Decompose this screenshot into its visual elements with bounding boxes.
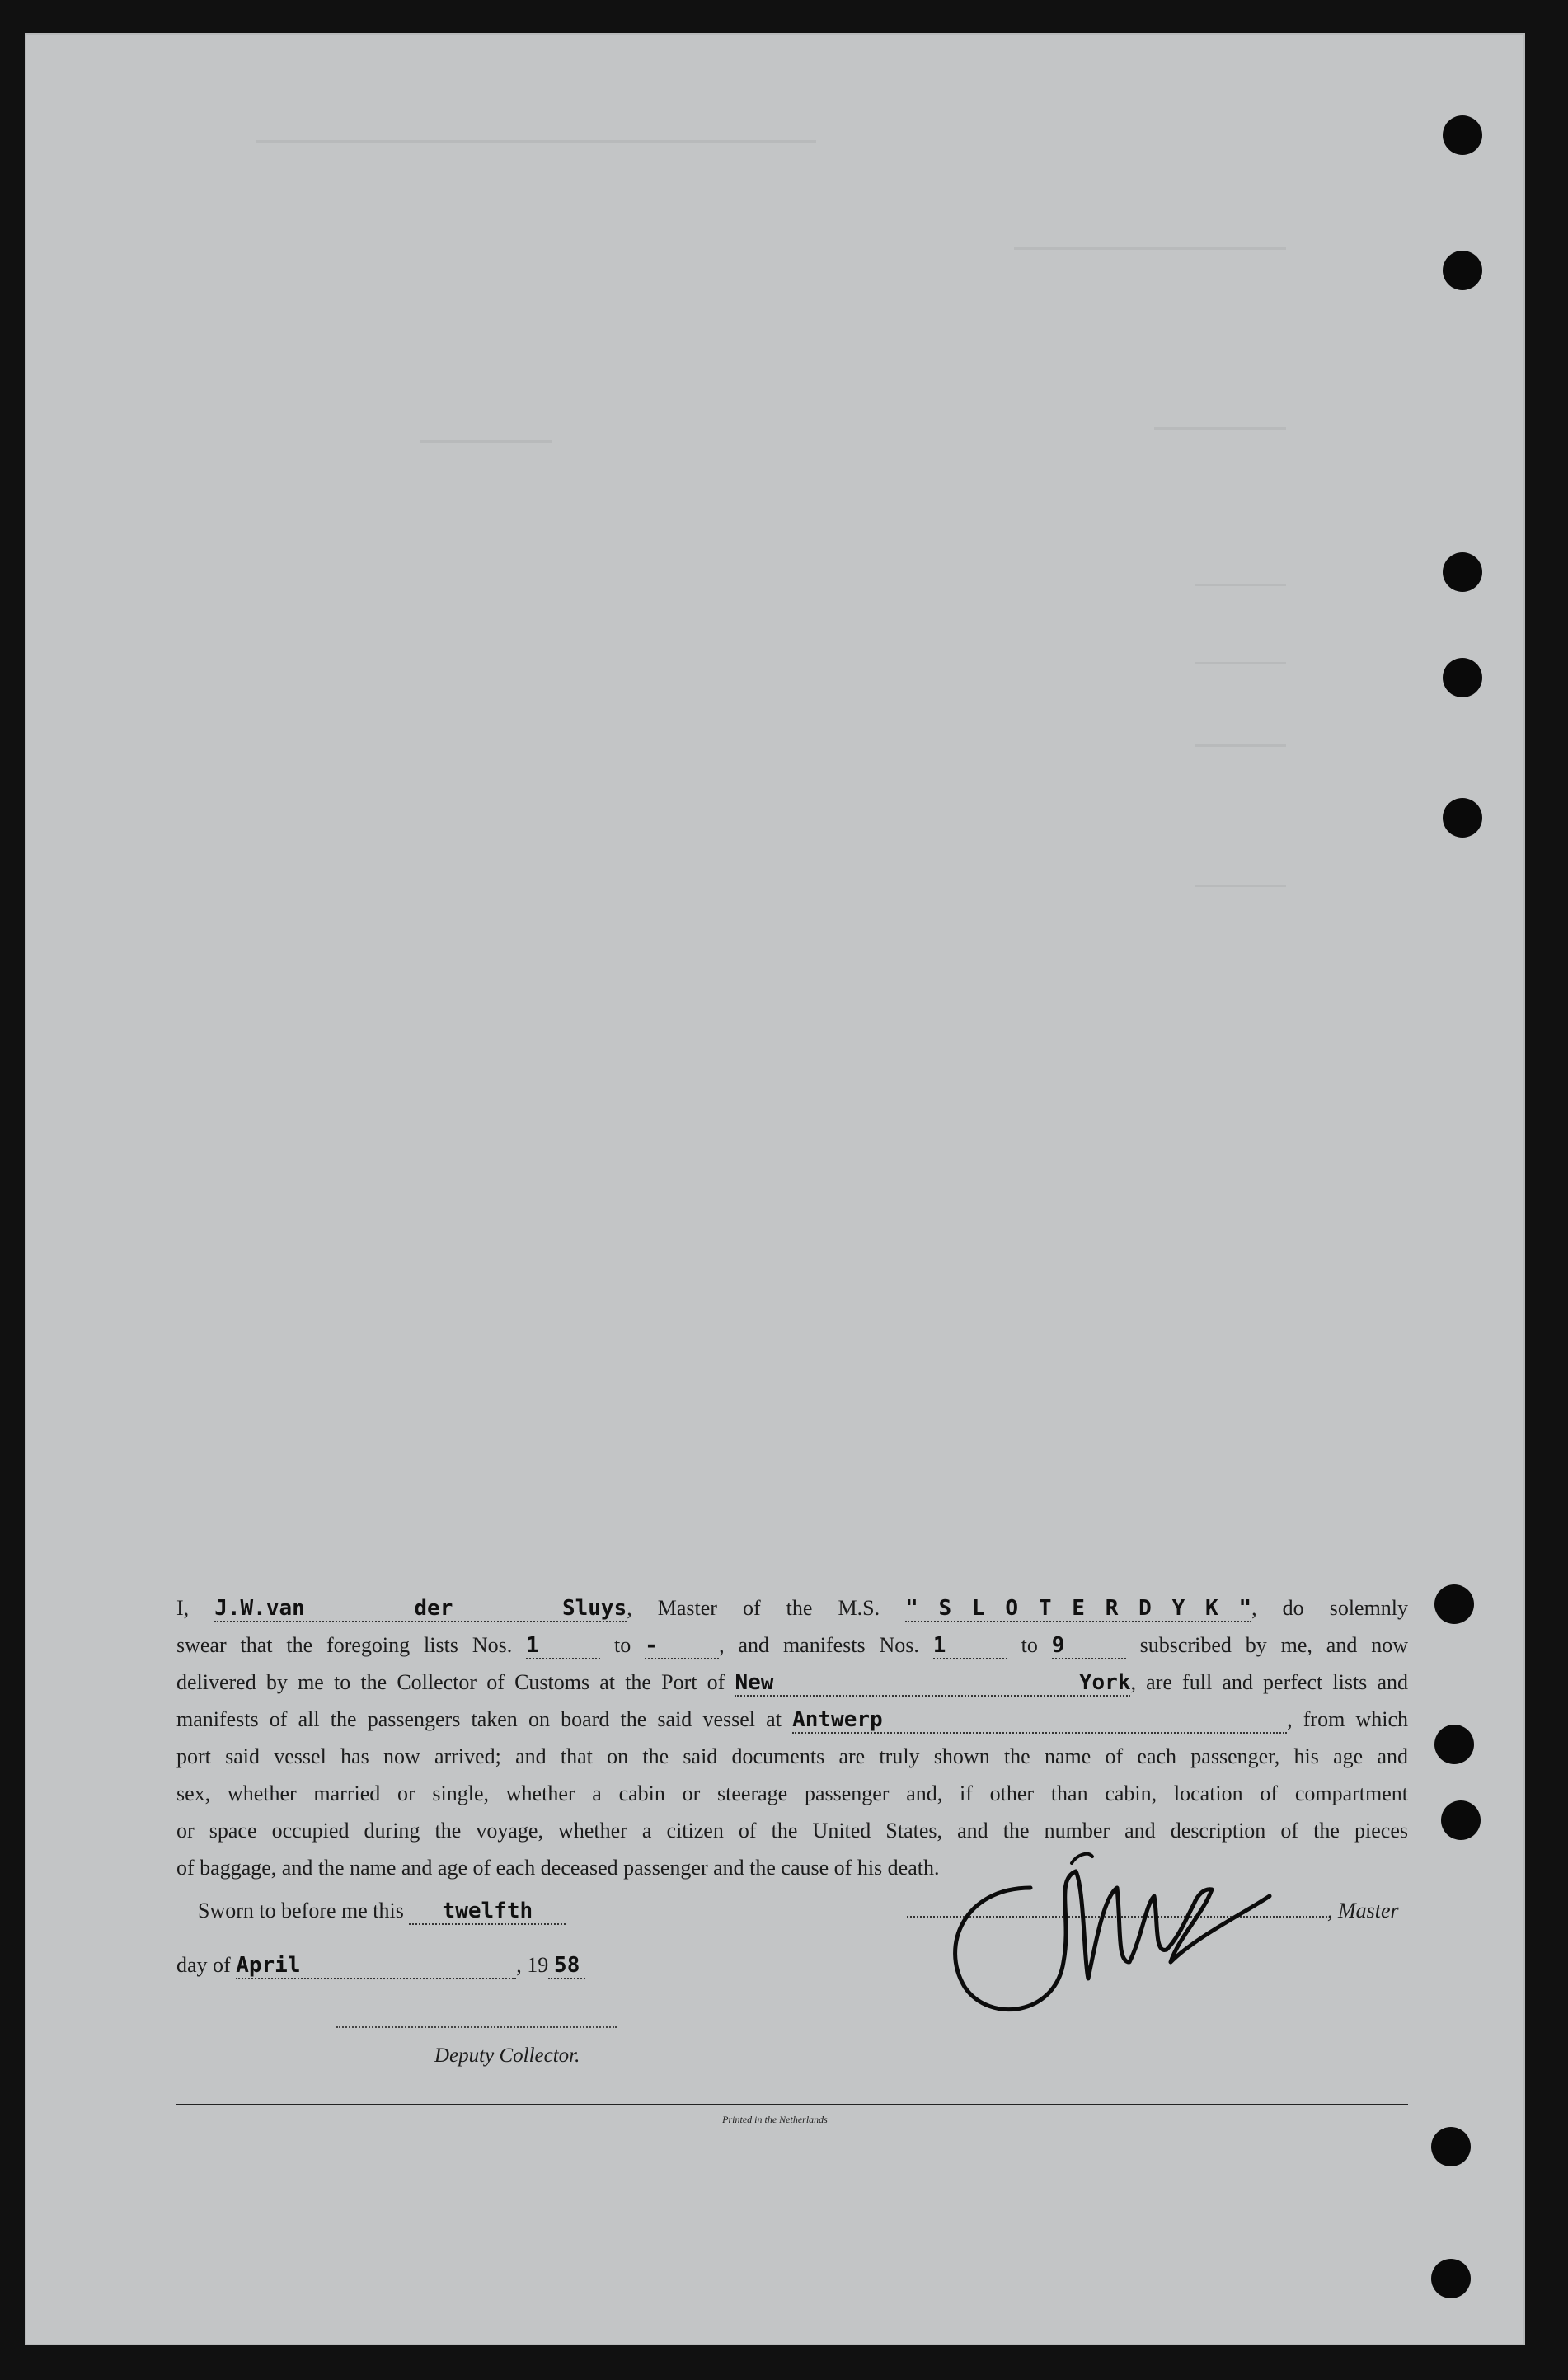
oath-line-4 <box>176 1701 1408 1738</box>
oath-master-of: , Master of the <box>627 1596 813 1620</box>
punch-hole <box>1441 1800 1481 1840</box>
port-field: New York <box>735 1670 1131 1695</box>
punch-hole <box>1431 2259 1471 2298</box>
master-label: , Master <box>1327 1899 1399 1922</box>
punch-hole <box>1443 798 1482 838</box>
bleed-through <box>256 115 816 143</box>
oath-delivered-text: delivered by me to the Collector of Customs at the Port of <box>176 1670 725 1694</box>
oath-subscribed: subscribed by me, and now <box>1139 1633 1409 1657</box>
master-signature <box>932 1838 1278 2028</box>
sworn-line <box>198 1899 566 1925</box>
oath-line-2 <box>176 1627 1408 1664</box>
sworn-text: Sworn to before me this <box>198 1899 404 1922</box>
year-field: 58 <box>548 1953 585 1979</box>
oath-to: to <box>614 1633 631 1657</box>
lists-to-field: - <box>645 1633 719 1659</box>
punch-hole <box>1434 1725 1474 1764</box>
oath-are-full: , are full and perfect lists and <box>1130 1670 1408 1694</box>
punch-hole <box>1434 1584 1474 1624</box>
month-field: April <box>236 1953 516 1979</box>
oath-swear-text: swear that the foregoing lists Nos. <box>176 1633 513 1657</box>
punch-hole <box>1443 115 1482 155</box>
year-prefix: , 19 <box>516 1953 549 1977</box>
punch-hole <box>1443 658 1482 697</box>
oath-line-8: of baggage, and the name and age of each deceased passenger and the cause of his death. <box>176 1856 940 1880</box>
bleed-through <box>1195 721 1286 747</box>
lists-from-field: 1 <box>526 1633 600 1659</box>
oath-line-7: or space occupied during the voyage, whether a citizen of the United States, and the number and description of the pieces <box>176 1819 1408 1843</box>
oath-do-solemnly: , do solemnly <box>1251 1596 1409 1620</box>
oath-line-5: port said vessel has now arrived; and that on the said documents are truly shown the name of each passenger, his age and <box>176 1744 1408 1768</box>
punch-hole <box>1443 552 1482 592</box>
manifests-from-field: 1 <box>933 1633 1007 1659</box>
oath-from-which: , from which <box>1287 1707 1408 1731</box>
oath-pronoun: I, <box>176 1596 190 1620</box>
bleed-through <box>1195 639 1286 664</box>
bleed-through <box>1014 223 1286 250</box>
document-page <box>25 33 1525 2345</box>
vessel-type: M.S. <box>838 1596 880 1620</box>
oath-to-2: to <box>1021 1633 1038 1657</box>
vessel-name-field: " S L O T E R D Y K " <box>905 1596 1252 1621</box>
master-name-field: J.W.van der Sluys <box>214 1596 627 1621</box>
oath-line-1 <box>176 1589 1408 1627</box>
oath-line-6: sex, whether married or single, whether a cabin or steerage passenger and, if other than cabin, location of compartment <box>176 1781 1408 1805</box>
departure-port-field: Antwerp <box>792 1707 1287 1734</box>
bleed-through <box>1154 404 1286 430</box>
oath-and-manifests: , and manifests Nos. <box>719 1633 919 1657</box>
punch-hole <box>1443 251 1482 290</box>
deputy-collector-line <box>336 2026 617 2028</box>
printed-in-note: Printed in the Netherlands <box>722 2114 828 2125</box>
manifests-to-field: 9 <box>1052 1633 1126 1659</box>
bleed-through <box>420 420 552 443</box>
day-of-text: day of <box>176 1953 231 1977</box>
oath-line-3 <box>176 1664 1408 1701</box>
sworn-day-field: twelfth <box>409 1899 566 1925</box>
bleed-through <box>1195 861 1286 887</box>
bleed-through <box>1195 561 1286 586</box>
footer-rule <box>176 2104 1408 2105</box>
day-of-line <box>176 1953 585 1979</box>
oath-manifests-text: manifests of all the passengers taken on board the said vessel at <box>176 1707 782 1731</box>
deputy-collector-label: Deputy Collector. <box>434 2044 580 2067</box>
punch-hole <box>1431 2127 1471 2166</box>
